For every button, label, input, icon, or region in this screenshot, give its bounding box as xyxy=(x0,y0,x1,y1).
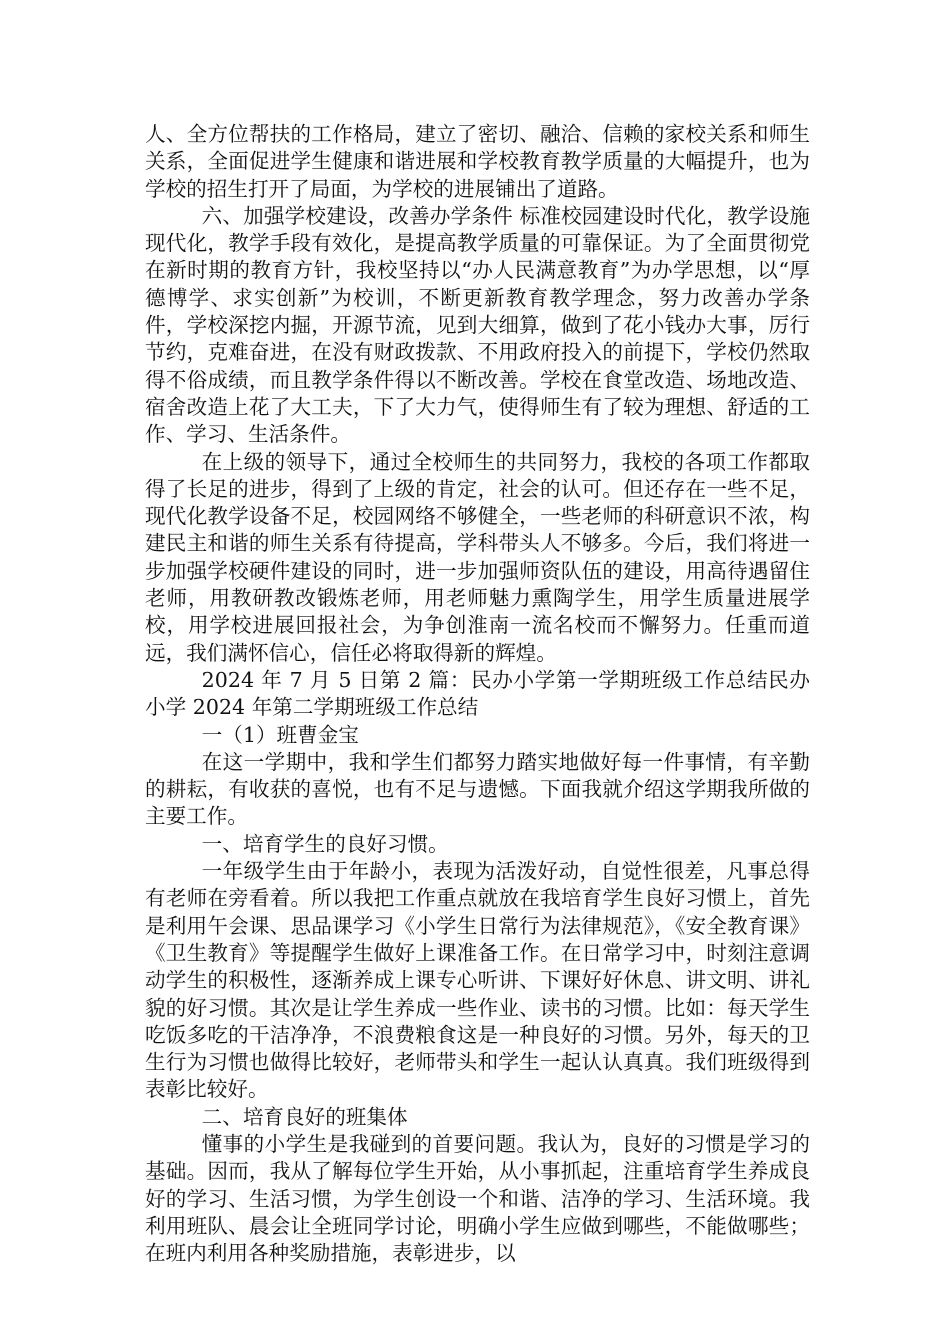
section-heading: 二、培育良好的班集体 xyxy=(201,1104,408,1129)
document-body xyxy=(145,121,810,1267)
section-heading: 一（1）班曹金宝 xyxy=(201,722,359,747)
paragraph: 一年级学生由于年龄小，表现为活泼好动，自觉性很差，凡事总得有老师在旁看着。所以我把工作重点就放在我培育学生良好习惯上，首先是利用午会课、思品课学习《小学生日常行为法律规范》，《安全教育课》《卫生教育》等提醒学生做好上课准备工作。在日常学习中，时刻注意调动学生的积极性，逐渐养成上课专心听讲、下课好好休息、讲文明、讲礼貌的好习惯。其次是让学生养成一些作业、读书的习惯。比如：每天学生吃饭多吃的干洁净净，不浪费粮食这是一种良好的习惯。另外，每天的卫生行为习惯也做得比较好，老师带头和学生一起认认真真。我们班级得到表彰比较好。 xyxy=(145,859,810,1102)
section-heading: 一、培育学生的良好习惯。 xyxy=(201,831,449,856)
paragraph: 六、加强学校建设，改善办学条件 标准校园建设时代化，教学设施现代化，教学手段有效化，是提高教学质量的可靠保证。为了全面贯彻党在新时期的教育方针，我校坚持以“办人民满意教育”为办学思想，以“厚德博学、求实创新”为校训，不断更新教育教学理念，努力改善办学条件，学校深挖内掘，开源节流，见到大细算，做到了花小钱办大事，厉行节约，克难奋进，在没有财政拨款、不用政府投入的前提下，学校仍然取得不俗成绩，而且教学条件得以不断改善。学校在食堂改造、场地改造、宿舍改造上花了大工夫，下了大力气，使得师生有了较为理想、舒适的工作、学习、生活条件。 xyxy=(145,203,810,447)
paragraph: 懂事的小学生是我碰到的首要问题。我认为，良好的习惯是学习的基础。因而，我从了解每位学生开始，从小事抓起，注重培育学生养成良好的学习、生活习惯，为学生创设一个和谐、洁净的学习、生活环境。我利用班队、晨会让全班同学讨论，明确小学生应做到哪些，不能做哪些；在班内利用各种奖励措施，表彰进步，以 xyxy=(145,1131,810,1266)
paragraph: 2024 年 7 月 5 日第 2 篇：民办小学第一学期班级工作总结民办小学 2024 年第二学期班级工作总结 xyxy=(145,667,810,720)
paragraph: 人、全方位帮扶的工作格局，建立了密切、融洽、信赖的家校关系和师生关系，全面促进学生健康和谐进展和学校教育教学质量的大幅提升，也为学校的招生打开了局面，为学校的进展铺出了道路。 xyxy=(145,122,810,201)
paragraph: 在这一学期中，我和学生们都努力踏实地做好每一件事情，有辛勤的耕耘，有收获的喜悦，也有不足与遗憾。下面我就介绍这学期我所做的主要工作。 xyxy=(145,749,810,829)
paragraph: 在上级的领导下，通过全校师生的共同努力，我校的各项工作都取得了长足的进步，得到了上级的肯定，社会的认可。但还存在一些不足，现代化教学设备不足，校园网络不够健全，一些老师的科研意识不浓，构建民主和谐的师生关系有待提高，学科带头人不够多。今后，我们将进一步加强学校硬件建设的同时，进一步加强师资队伍的建设，用高待遇留住老师，用教研教改锻炼老师，用老师魅力熏陶学生，用学生质量进展学校，用学校进展回报社会，为争创淮南一流名校而不懈努力。任重而道远，我们满怀信心，信任必将取得新的辉煌。 xyxy=(145,449,810,665)
